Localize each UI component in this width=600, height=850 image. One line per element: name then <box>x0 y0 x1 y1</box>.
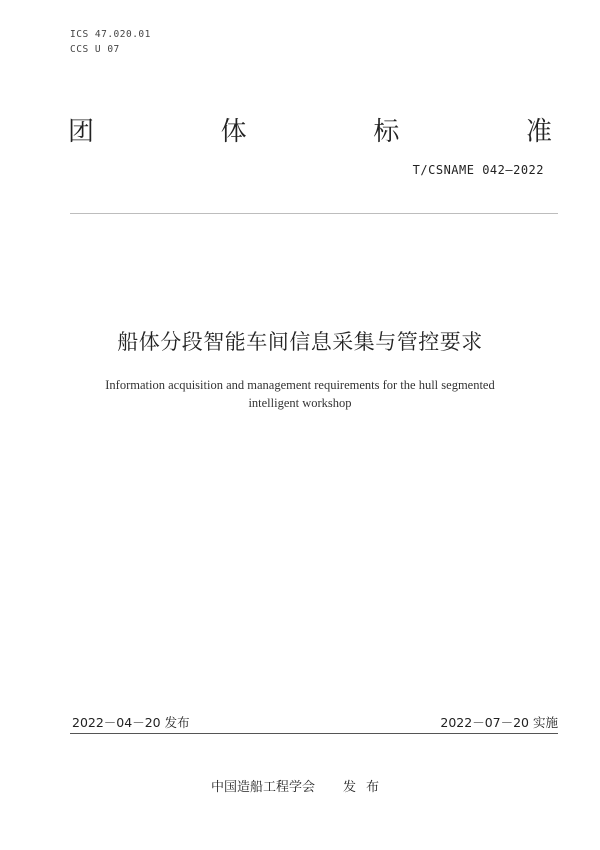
publisher-verb: 发布 <box>343 780 390 795</box>
ccs-code: CCS U 07 <box>70 44 120 55</box>
publish-date: 2022－04－20 发布 <box>72 715 190 730</box>
document-title-english: Information acquisition and management requirements for the hull segmented intelligent workshop <box>105 378 495 410</box>
standard-type-char: 团 <box>68 117 95 147</box>
standard-type-char: 准 <box>525 117 552 147</box>
standard-type-char: 标 <box>373 117 400 147</box>
document-title-chinese: 船体分段智能车间信息采集与管控要求 <box>117 330 483 354</box>
publisher-name: 中国造船工程学会 <box>210 780 315 795</box>
standard-type-heading <box>68 112 552 152</box>
ics-code: ICS 47.020.01 <box>70 29 151 40</box>
publisher-line <box>0 776 600 795</box>
standard-number: T/CSNAME 042—2022 <box>412 163 544 177</box>
implement-date: 2022－07－20 实施 <box>440 715 558 730</box>
standard-type-char: 体 <box>220 117 247 147</box>
header-divider <box>70 213 558 214</box>
footer-divider <box>70 733 558 734</box>
